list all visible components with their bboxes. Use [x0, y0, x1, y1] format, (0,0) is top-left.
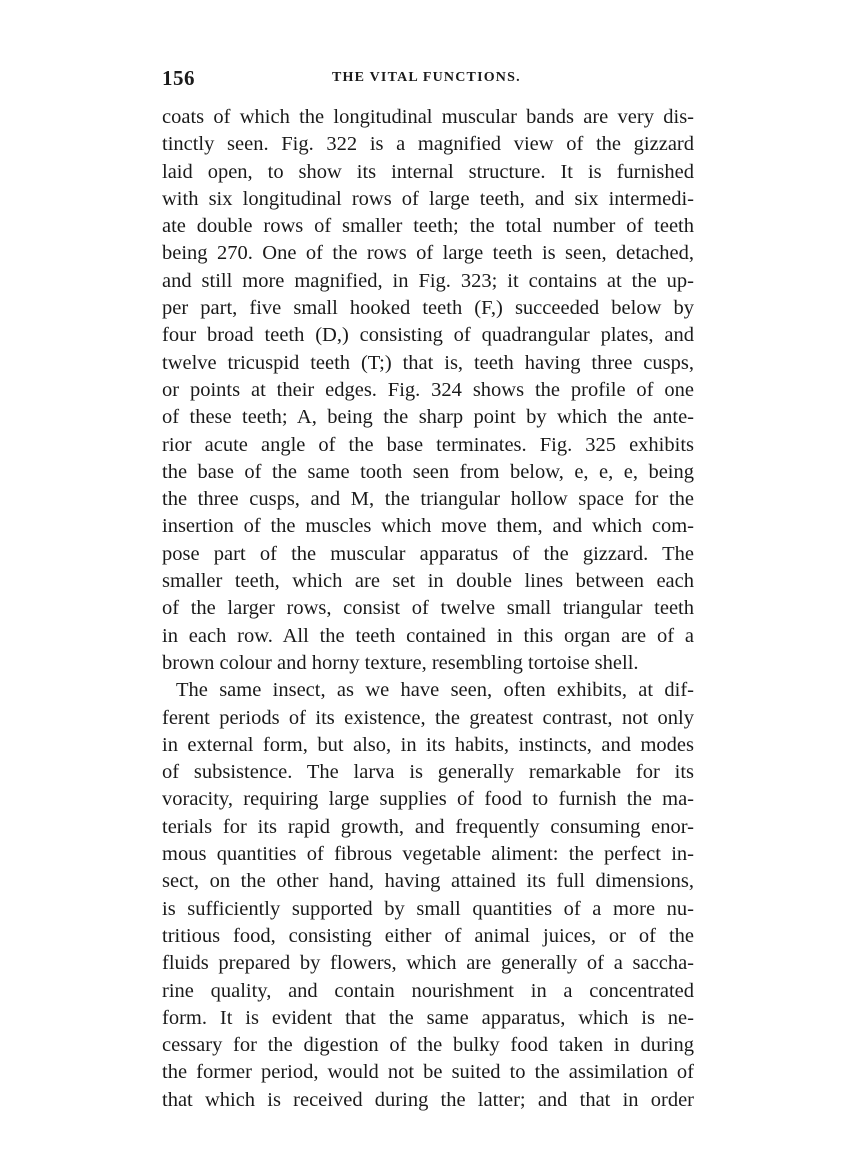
text-line: pose part of the muscular apparatus of the gizzard. The	[162, 542, 694, 565]
body-text	[162, 104, 694, 1114]
page-number: 156	[162, 66, 195, 90]
paragraph-gizzard-teeth	[162, 104, 694, 677]
text-line: with six longitudinal rows of large teeth, and six intermedi-	[162, 187, 694, 210]
text-line: smaller teeth, which are set in double lines between each	[162, 570, 694, 593]
text-line: of these teeth; A, being the sharp point by which the ante-	[162, 406, 694, 429]
text-line: and still more magnified, in Fig. 323; it contains at the up-	[162, 269, 694, 292]
text-line: voracity, requiring large supplies of food to furnish the ma-	[162, 788, 694, 811]
text-line: twelve tricuspid teeth (T;) that is, teeth having three cusps,	[162, 351, 694, 374]
text-line: mous quantities of fibrous vegetable aliment: the perfect in-	[162, 843, 694, 866]
text-line: the former period, would not be suited to the assimilation of	[162, 1061, 694, 1084]
text-line: tinctly seen. Fig. 322 is a magnified view of the gizzard	[162, 133, 694, 156]
text-line: sect, on the other hand, having attained its full dimensions,	[162, 870, 694, 893]
text-line: of the larger rows, consist of twelve small triangular teeth	[162, 597, 694, 620]
text-line: tritious food, consisting either of animal juices, or of the	[162, 924, 694, 947]
text-line: fluids prepared by flowers, which are generally of a saccha-	[162, 952, 694, 975]
text-line: cessary for the digestion of the bulky food taken in during	[162, 1034, 694, 1057]
text-line: coats of which the longitudinal muscular bands are very dis-	[162, 106, 694, 128]
text-line: the three cusps, and M, the triangular hollow space for the	[162, 488, 694, 511]
text-line: in external form, but also, in its habits, instincts, and modes	[162, 733, 694, 756]
text-line: or points at their edges. Fig. 324 shows the profile of one	[162, 378, 694, 401]
running-head	[162, 66, 694, 92]
text-line: four broad teeth (D,) consisting of quadrangular plates, and	[162, 324, 694, 347]
text-line: of subsistence. The larva is generally remarkable for its	[162, 761, 694, 784]
text-line: the base of the same tooth seen from below, e, e, e, being	[162, 460, 694, 483]
text-line: that which is received during the latter; and that in order	[162, 1088, 694, 1111]
text-line: in each row. All the teeth contained in this organ are of a	[162, 624, 694, 647]
paragraph-insect-stages	[162, 677, 694, 1114]
running-title: THE VITAL FUNCTIONS.	[332, 70, 521, 85]
text-line: being 270. One of the rows of large teeth is seen, detached,	[162, 242, 694, 265]
text-line: rior acute angle of the base terminates. Fig. 325 exhibits	[162, 433, 694, 456]
text-line: insertion of the muscles which move them, and which com-	[162, 515, 694, 538]
text-line: The same insect, as we have seen, often exhibits, at dif-	[176, 679, 694, 702]
text-line: is sufficiently supported by small quantities of a more nu-	[162, 897, 694, 920]
text-line: form. It is evident that the same apparatus, which is ne-	[162, 1006, 694, 1029]
text-line: ferent periods of its existence, the greatest contrast, not only	[162, 706, 694, 729]
text-line: terials for its rapid growth, and frequently consuming enor-	[162, 815, 694, 838]
text-line: laid open, to show its internal structure. It is furnished	[162, 160, 694, 183]
text-line: brown colour and horny texture, resembling tortoise shell.	[162, 651, 639, 674]
text-line: rine quality, and contain nourishment in a concentrated	[162, 979, 694, 1002]
text-line: per part, five small hooked teeth (F,) succeeded below by	[162, 297, 694, 320]
text-line: ate double rows of smaller teeth; the total number of teeth	[162, 215, 694, 238]
